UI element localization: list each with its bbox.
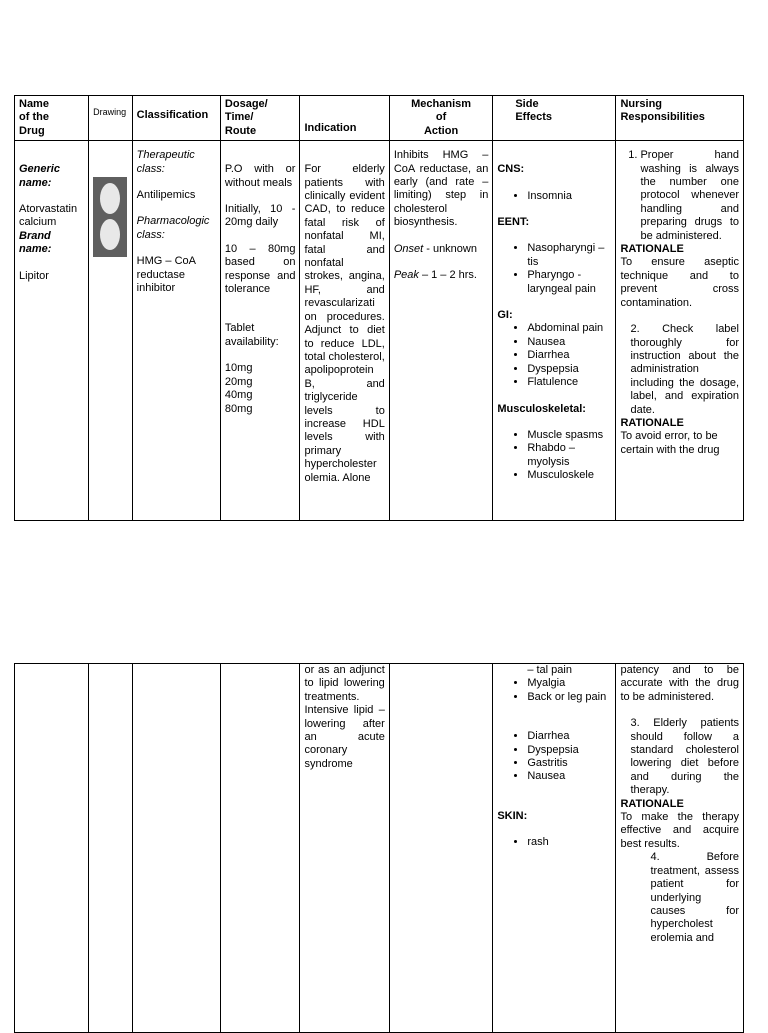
list-item: • Gastritis [527, 757, 611, 770]
rationale-label: RATIONALE [620, 797, 684, 810]
drawing-cell [89, 141, 133, 521]
name-cell [15, 141, 89, 521]
mechanism-text: Inhibits HMG – CoA reductase, an early (and rate – limiting) step in cholesterol biosynthesis. [393, 149, 489, 229]
list-item: • Nasopharyngi – tis [527, 242, 611, 269]
skin-list [497, 836, 611, 849]
therapeutic-class-label: Therapeutic class: [136, 149, 195, 175]
dosage-cell [220, 141, 300, 521]
mechanism-cell-cont [389, 664, 493, 1033]
tablet-drawing [93, 177, 127, 257]
dosage-initial: Initially, 10 - 20mg daily [224, 203, 296, 229]
drug-study-table-page1 [14, 95, 744, 521]
indication-text-cont: or as an adjunct to lipid lowering treatments. Intensive lipid – lowering after an acute coronary syndrome [304, 664, 385, 770]
cns-list [497, 190, 611, 203]
dosage-route: P.O with or without meals [224, 163, 296, 189]
side-effects-cell-cont [493, 664, 616, 1033]
list-item: • Dyspepsia [527, 363, 611, 376]
list-item: • Rhabdo – myolysis [527, 442, 611, 469]
pharmacologic-class-label: Pharmacologic class: [136, 215, 210, 241]
peak: Peak – 1 – 2 hrs. [393, 269, 477, 282]
brand-label: Brand name: [19, 229, 52, 256]
drawing-cell-cont [89, 664, 133, 1033]
dosage-cell-cont [220, 664, 300, 1033]
rationale-label: RATIONALE [620, 243, 684, 256]
eent-label: EENT: [497, 216, 530, 229]
generic-name: Atorvastatin calcium [19, 203, 78, 229]
cns-label: CNS: [497, 163, 525, 176]
list-item: • Musculoskele [527, 469, 611, 482]
header-dosage: Dosage/ Time/ Route [220, 96, 300, 141]
list-item: • Abdominal pain [527, 322, 611, 335]
header-mechanism: Mechanism of Action [389, 96, 493, 141]
list-item: • Nausea [527, 336, 611, 349]
header-drawing: Drawing [89, 96, 133, 141]
classification-cell-cont [132, 664, 220, 1033]
indication-text: For elderly patients with clinically evident CAD, to reduce fatal risk of nonfatal MI, fatal and nonfatal strokes, angina, HF, and revascularizati on procedures. Adjunct to diet to reduce LDL, total cholesterol, apolipoprotein B, and triglyceride levels to increase HDL levels with primary hypercholester olemia. Alone [304, 163, 385, 484]
therapeutic-class: Antilipemics [136, 189, 196, 202]
nursing-item-2: 2. Check label thoroughly for instruction about the administration including the dosage, label, and expiration date. [630, 323, 739, 416]
musculoskeletal-list [497, 429, 611, 483]
skin-label: SKIN: [497, 809, 528, 822]
header-name: Name of the Drug [15, 96, 89, 141]
gi-label: GI: [497, 309, 513, 322]
list-item: • Myalgia [527, 677, 611, 690]
onset: Onset - unknown [393, 242, 477, 255]
eent-list [497, 242, 611, 296]
side-effects-cell [493, 141, 616, 521]
list-item: • rash [527, 836, 611, 849]
generic-label: Generic name: [19, 163, 60, 189]
gi-list-cont [497, 730, 611, 784]
list-item: • Nausea [527, 770, 611, 783]
strength-item: 80mg [224, 402, 253, 415]
rationale-2-cont: patency and to be accurate with the drug to be administered. [620, 664, 739, 703]
gi-list [497, 322, 611, 389]
strength-item: 10mg [224, 362, 253, 375]
header-indication: Indication [300, 96, 389, 141]
rationale-3: To make the therapy effective and acquire best results. [620, 811, 739, 850]
list-item: • Dyspepsia [527, 744, 611, 757]
rationale-2: To avoid error, to be certain with the drug [620, 430, 720, 456]
pharmacologic-class: HMG – CoA reductase inhibitor [136, 255, 196, 295]
dosage-range: 10 – 80mg based on response and tolerance [224, 242, 296, 296]
tablet-availability-label: Tablet availability: [224, 322, 279, 348]
nursing-cell [616, 141, 744, 521]
list-item: • Back or leg pain [527, 691, 611, 704]
drug-study-table-page2 [14, 663, 744, 1033]
classification-cell [132, 141, 220, 521]
list-item: • Pharyngo - laryngeal pain [527, 269, 611, 296]
indication-cell-cont [300, 664, 389, 1033]
list-item: • Diarrhea [527, 730, 611, 743]
musculoskeletal-cont: – tal pain [527, 664, 572, 676]
nursing-item-3: 3. Elderly patients should follow a standard cholesterol lowering diet before and during the therapy. [630, 717, 739, 797]
rationale-1: To ensure aseptic technique and to prevent cross contamination. [620, 256, 739, 309]
musculoskeletal-label: Musculoskeletal: [497, 402, 586, 415]
header-nursing: Nursing Responsibilities [616, 96, 744, 141]
list-item: • Insomnia [527, 190, 611, 203]
strength-item: 40mg [224, 389, 253, 402]
nursing-list [620, 149, 739, 243]
header-side-effects: Side Effects [493, 96, 616, 141]
strength-item: 20mg [224, 375, 253, 388]
nursing-item-1: 1. Proper hand washing is always the number one protocol whenever handling and preparing drugs to be administered. [640, 149, 739, 243]
nursing-cell-cont [616, 664, 744, 1033]
musculoskeletal-list-cont [497, 677, 611, 704]
list-item: • Diarrhea [527, 349, 611, 362]
header-classification: Classification [132, 96, 220, 141]
brand-name: Lipitor [19, 269, 49, 282]
name-cell-cont [15, 664, 89, 1033]
rationale-label: RATIONALE [620, 416, 684, 429]
indication-cell [300, 141, 389, 521]
nursing-item-4: 4. Before treatment, assess patient for underlying causes for hypercholest erolemia and [650, 851, 739, 944]
list-item: • Muscle spasms [527, 429, 611, 442]
list-item: • Flatulence [527, 376, 611, 389]
mechanism-cell [389, 141, 493, 521]
